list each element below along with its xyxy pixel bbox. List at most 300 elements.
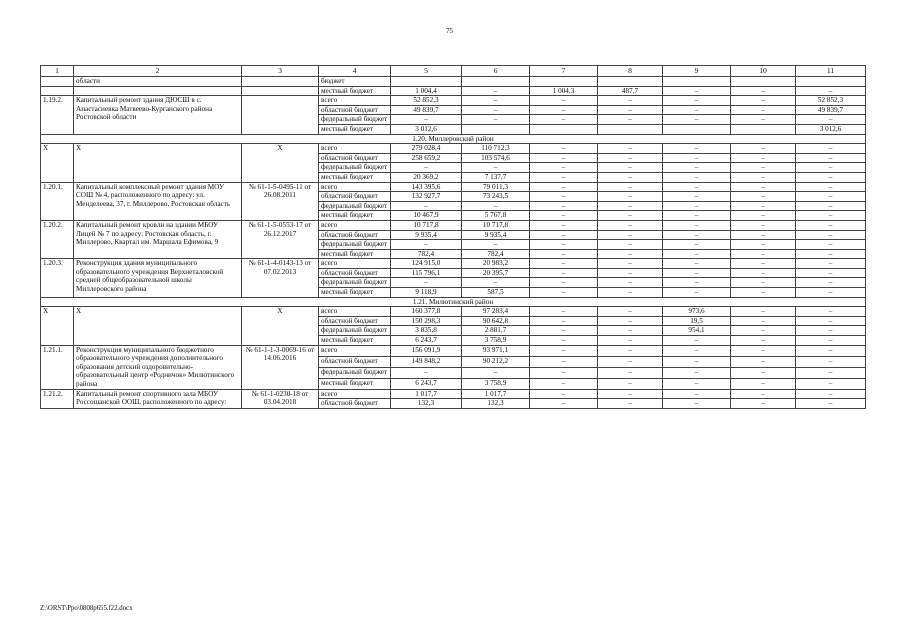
year-value: – — [462, 96, 530, 106]
total-value: 160 377,8 — [391, 307, 462, 317]
column-header: 9 — [663, 66, 731, 77]
year-value: – — [796, 182, 866, 192]
year-value: – — [796, 345, 866, 356]
budget-source: местный бюджет — [319, 336, 391, 346]
budget-source: местный бюджет — [319, 86, 391, 96]
year-value: – — [796, 288, 866, 298]
year-value: – — [530, 367, 598, 378]
year-value: – — [796, 192, 866, 202]
year-value: – — [663, 115, 731, 125]
year-value: – — [663, 399, 731, 409]
year-value: – — [796, 115, 866, 125]
year-value: – — [598, 249, 663, 259]
budget-source: областной бюджет — [319, 316, 391, 326]
budget-source: областной бюджет — [319, 153, 391, 163]
year-value: – — [530, 172, 598, 182]
year-value: – — [663, 192, 731, 202]
column-header: 7 — [530, 66, 598, 77]
year-value: – — [796, 220, 866, 230]
year-value — [663, 124, 731, 134]
year-value: – — [530, 182, 598, 192]
year-value: 1 004,3 — [530, 86, 598, 96]
year-value: – — [530, 105, 598, 115]
year-value: – — [530, 288, 598, 298]
year-value: – — [663, 240, 731, 250]
budget-table — [40, 65, 866, 409]
year-value: – — [731, 86, 796, 96]
object-name: области — [74, 77, 242, 87]
budget-source: областной бюджет — [319, 192, 391, 202]
budget-source: областной бюджет — [319, 105, 391, 115]
budget-source: всего — [319, 182, 391, 192]
year-value — [796, 77, 866, 87]
year-value: – — [462, 86, 530, 96]
row-number: 1.21.2. — [41, 389, 74, 408]
year-value: – — [598, 399, 663, 409]
year-value: – — [530, 220, 598, 230]
expertise-ref: № 61-1-4-0143-13 от 07.02.2013 — [242, 259, 319, 297]
year-value: – — [598, 96, 663, 106]
year-value: – — [663, 378, 731, 389]
year-value: – — [796, 240, 866, 250]
year-value: – — [663, 201, 731, 211]
year-value: – — [598, 345, 663, 356]
year-value: – — [530, 278, 598, 288]
total-value: 1 017,7 — [391, 389, 462, 399]
total-value: 782,4 — [391, 249, 462, 259]
total-value: – — [391, 278, 462, 288]
year-value: – — [530, 249, 598, 259]
year-value: – — [796, 278, 866, 288]
year-value: – — [598, 144, 663, 154]
budget-source: местный бюджет — [319, 288, 391, 298]
year-value: – — [598, 220, 663, 230]
year-value: – — [530, 389, 598, 399]
budget-source: федеральный бюджет — [319, 326, 391, 336]
expertise-ref: № 61-1-0230-18 от 03.04.2018 — [242, 389, 319, 408]
column-header: 3 — [242, 66, 319, 77]
budget-source: федеральный бюджет — [319, 240, 391, 250]
year-value: – — [663, 345, 731, 356]
table-row — [41, 220, 866, 230]
budget-source: местный бюджет — [319, 172, 391, 182]
year-value: – — [663, 389, 731, 399]
year-value — [663, 77, 731, 87]
total-value: 9 935,4 — [391, 230, 462, 240]
year-value: – — [530, 153, 598, 163]
year-value: – — [731, 288, 796, 298]
year-value: 90 642,8 — [462, 316, 530, 326]
year-value: – — [731, 389, 796, 399]
total-value: 1 004,4 — [391, 86, 462, 96]
year-value: 1 017,7 — [462, 389, 530, 399]
table-row — [41, 307, 866, 317]
budget-source: всего — [319, 259, 391, 269]
year-value: – — [731, 220, 796, 230]
year-value: – — [796, 249, 866, 259]
budget-source: федеральный бюджет — [319, 201, 391, 211]
column-header: 5 — [391, 66, 462, 77]
year-value: 79 011,3 — [462, 182, 530, 192]
year-value: 973,6 — [663, 307, 731, 317]
year-value: – — [731, 163, 796, 173]
budget-source: всего — [319, 345, 391, 356]
year-value: – — [731, 230, 796, 240]
year-value: – — [663, 182, 731, 192]
year-value: – — [462, 105, 530, 115]
year-value: – — [598, 378, 663, 389]
year-value: – — [731, 345, 796, 356]
object-name: Х — [74, 144, 242, 182]
year-value: – — [663, 105, 731, 115]
year-value: – — [598, 326, 663, 336]
year-value: – — [598, 389, 663, 399]
object-name: Капитальный комплексный ремонт здания МОУ СОШ № 4, расположенного по адресу: ул. Менделеева, 37, г. Миллерово, Ростовская область — [74, 182, 242, 220]
expertise-ref: № 61-1-5-0553-17 от 26.12.2017 — [242, 220, 319, 258]
total-value: – — [391, 367, 462, 378]
year-value: – — [796, 316, 866, 326]
total-value: 143 395,6 — [391, 182, 462, 192]
budget-source: федеральный бюджет — [319, 163, 391, 173]
object-name: Капитальный ремонт спортивного зала МБОУ Россошанской ООШ, расположенного по адресу: — [74, 389, 242, 408]
page-number: 75 — [446, 27, 453, 35]
year-value: – — [598, 153, 663, 163]
year-value: 20 395,7 — [462, 268, 530, 278]
year-value: 954,1 — [663, 326, 731, 336]
row-number: Х — [41, 307, 74, 345]
total-value: 124 915,0 — [391, 259, 462, 269]
year-value: – — [796, 211, 866, 221]
year-value: – — [530, 307, 598, 317]
year-value: – — [796, 163, 866, 173]
year-value: – — [598, 192, 663, 202]
year-value: – — [663, 336, 731, 346]
budget-source: областной бюджет — [319, 230, 391, 240]
year-value: – — [796, 336, 866, 346]
budget-source: всего — [319, 96, 391, 106]
year-value: 110 712,3 — [462, 144, 530, 154]
year-value: – — [598, 316, 663, 326]
section-title: 1.21. Милютинский район — [41, 297, 866, 307]
year-value: – — [731, 326, 796, 336]
table-row — [41, 144, 866, 154]
year-value: – — [598, 367, 663, 378]
table-row — [41, 86, 866, 96]
total-value: 52 852,3 — [391, 96, 462, 106]
budget-source: областной бюджет — [319, 399, 391, 409]
year-value: – — [796, 144, 866, 154]
year-value: – — [598, 201, 663, 211]
year-value: – — [598, 336, 663, 346]
section-row — [41, 134, 866, 144]
year-value — [598, 124, 663, 134]
expertise-ref — [242, 77, 319, 87]
year-value: – — [663, 172, 731, 182]
budget-source: бюджет — [319, 77, 391, 87]
year-value: 9 935,4 — [462, 230, 530, 240]
column-header: 8 — [598, 66, 663, 77]
year-value: – — [663, 268, 731, 278]
total-value: 6 243,7 — [391, 336, 462, 346]
year-value: – — [598, 172, 663, 182]
total-value: 10 467,9 — [391, 211, 462, 221]
row-number: 1.20.1. — [41, 182, 74, 220]
year-value: – — [530, 230, 598, 240]
year-value: – — [663, 367, 731, 378]
budget-source: всего — [319, 389, 391, 399]
year-value: – — [462, 115, 530, 125]
year-value: – — [663, 220, 731, 230]
row-number — [41, 77, 74, 87]
total-value: 132 927,7 — [391, 192, 462, 202]
year-value: – — [598, 211, 663, 221]
year-value: – — [663, 86, 731, 96]
year-value: – — [731, 336, 796, 346]
expertise-ref: Х — [242, 144, 319, 182]
year-value: – — [598, 288, 663, 298]
total-value: 132,3 — [391, 399, 462, 409]
year-value — [598, 77, 663, 87]
total-value: 49 839,7 — [391, 105, 462, 115]
year-value: 2 881,7 — [462, 326, 530, 336]
year-value: – — [796, 259, 866, 269]
total-value: 6 243,7 — [391, 378, 462, 389]
budget-source: местный бюджет — [319, 211, 391, 221]
row-number: 1.20.2. — [41, 220, 74, 258]
year-value: – — [731, 268, 796, 278]
year-value: – — [598, 259, 663, 269]
table-row — [41, 345, 866, 356]
object-name: Реконструкция здания муниципального образовательного учреждения Верхнеталовской средней общеобразовательной школы Миллеровского района — [74, 259, 242, 297]
year-value: – — [796, 356, 866, 367]
year-value: – — [731, 115, 796, 125]
total-value: 149 848,2 — [391, 356, 462, 367]
table-row — [41, 259, 866, 269]
budget-source: федеральный бюджет — [319, 115, 391, 125]
year-value: – — [663, 144, 731, 154]
year-value: – — [530, 240, 598, 250]
year-value: – — [731, 240, 796, 250]
table-row — [41, 389, 866, 399]
year-value: – — [462, 240, 530, 250]
row-number: Х — [41, 144, 74, 182]
year-value: – — [731, 192, 796, 202]
year-value — [731, 77, 796, 87]
year-value: – — [530, 268, 598, 278]
year-value: – — [796, 307, 866, 317]
year-value: 7 137,7 — [462, 172, 530, 182]
year-value: – — [731, 172, 796, 182]
total-value: 279 028,4 — [391, 144, 462, 154]
year-value: – — [598, 268, 663, 278]
row-number: 1.21.1. — [41, 345, 74, 389]
year-value: – — [530, 96, 598, 106]
year-value: 73 243,5 — [462, 192, 530, 202]
year-value: – — [530, 192, 598, 202]
object-name: Капитальный ремонт кровли на здании МБОУ Лицей № 7 по адресу: Ростовская область, г. Миллерово, Квартал им. Маршала Ефимова, 9 — [74, 220, 242, 258]
year-value: 782,4 — [462, 249, 530, 259]
total-value: 10 717,8 — [391, 220, 462, 230]
table-row — [41, 182, 866, 192]
year-value: – — [731, 307, 796, 317]
expertise-ref: № 61-1-1-3-0069-16 от 14.06.2016 — [242, 345, 319, 389]
year-value: – — [598, 240, 663, 250]
year-value: – — [462, 278, 530, 288]
total-value: – — [391, 115, 462, 125]
year-value: – — [598, 278, 663, 288]
year-value: – — [796, 367, 866, 378]
total-value: 20 369,2 — [391, 172, 462, 182]
total-value: 258 659,2 — [391, 153, 462, 163]
year-value: – — [796, 389, 866, 399]
column-header: 11 — [796, 66, 866, 77]
year-value: 587,5 — [462, 288, 530, 298]
column-header: 4 — [319, 66, 391, 77]
year-value: – — [598, 230, 663, 240]
expertise-ref — [242, 96, 319, 134]
year-value: 49 839,7 — [796, 105, 866, 115]
year-value: – — [663, 96, 731, 106]
year-value: – — [796, 86, 866, 96]
year-value: – — [598, 356, 663, 367]
year-value: – — [663, 230, 731, 240]
year-value: – — [598, 105, 663, 115]
budget-source: всего — [319, 220, 391, 230]
budget-source: местный бюджет — [319, 378, 391, 389]
year-value — [530, 124, 598, 134]
budget-source: всего — [319, 307, 391, 317]
budget-source: федеральный бюджет — [319, 367, 391, 378]
section-row — [41, 297, 866, 307]
year-value: – — [530, 356, 598, 367]
total-value: 3 012,6 — [391, 124, 462, 134]
year-value: – — [530, 345, 598, 356]
object-name — [74, 86, 242, 96]
year-value: 93 971,1 — [462, 345, 530, 356]
year-value: – — [731, 211, 796, 221]
object-name: Реконструкция муниципального бюджетного образовательного учреждения дополнительного образования детский оздоровительно-образовательный центр «Родничок» Милютинского района — [74, 345, 242, 389]
year-value: – — [598, 307, 663, 317]
year-value: – — [530, 201, 598, 211]
year-value: 3 758,9 — [462, 378, 530, 389]
year-value — [731, 124, 796, 134]
year-value: – — [796, 399, 866, 409]
table-row — [41, 77, 866, 87]
row-number — [41, 86, 74, 96]
year-value: – — [663, 211, 731, 221]
total-value: – — [391, 240, 462, 250]
year-value: – — [462, 201, 530, 211]
year-value: 132,3 — [462, 399, 530, 409]
year-value: – — [731, 399, 796, 409]
year-value: 90 212,2 — [462, 356, 530, 367]
row-number: 1.19.2. — [41, 96, 74, 134]
column-header: 1 — [41, 66, 74, 77]
year-value: – — [731, 316, 796, 326]
budget-source: областной бюджет — [319, 356, 391, 367]
total-value: – — [391, 201, 462, 211]
year-value — [462, 77, 530, 87]
year-value: – — [731, 182, 796, 192]
year-value: – — [663, 356, 731, 367]
year-value: – — [462, 163, 530, 173]
expertise-ref: № 61-1-5-0495-11 от 26.08.2011 — [242, 182, 319, 220]
year-value: – — [530, 326, 598, 336]
budget-source: местный бюджет — [319, 249, 391, 259]
year-value: – — [731, 259, 796, 269]
total-value: 9 118,9 — [391, 288, 462, 298]
expertise-ref — [242, 86, 319, 96]
year-value: – — [598, 182, 663, 192]
year-value: – — [663, 288, 731, 298]
year-value: 10 717,8 — [462, 220, 530, 230]
year-value: – — [731, 367, 796, 378]
total-value: 3 835,8 — [391, 326, 462, 336]
total-value — [391, 77, 462, 87]
year-value: – — [530, 259, 598, 269]
year-value: – — [796, 172, 866, 182]
year-value: – — [663, 153, 731, 163]
total-value: – — [391, 163, 462, 173]
year-value: – — [796, 268, 866, 278]
year-value: – — [796, 201, 866, 211]
total-value: 150 298,3 — [391, 316, 462, 326]
year-value: 103 574,6 — [462, 153, 530, 163]
budget-source: всего — [319, 144, 391, 154]
year-value: – — [530, 163, 598, 173]
year-value: – — [530, 115, 598, 125]
budget-source: областной бюджет — [319, 268, 391, 278]
budget-source: местный бюджет — [319, 124, 391, 134]
year-value: 5 767,8 — [462, 211, 530, 221]
year-value: 19,5 — [663, 316, 731, 326]
year-value: – — [598, 115, 663, 125]
year-value: 3 758,9 — [462, 336, 530, 346]
year-value: – — [530, 316, 598, 326]
total-value: 156 091,9 — [391, 345, 462, 356]
column-header: 6 — [462, 66, 530, 77]
footer-file-path: Z:\ORST\Ppo\0808p655.f22.docx — [40, 605, 133, 612]
year-value: – — [663, 163, 731, 173]
year-value: 52 852,3 — [796, 96, 866, 106]
object-name: Х — [74, 307, 242, 345]
table-row — [41, 96, 866, 106]
total-value: 115 796,1 — [391, 268, 462, 278]
year-value: – — [731, 105, 796, 115]
year-value: – — [731, 201, 796, 211]
column-header: 10 — [731, 66, 796, 77]
year-value: – — [731, 144, 796, 154]
year-value: 3 012,6 — [796, 124, 866, 134]
year-value: – — [663, 259, 731, 269]
year-value: 487,7 — [598, 86, 663, 96]
year-value — [530, 77, 598, 87]
year-value: – — [796, 326, 866, 336]
year-value: – — [462, 367, 530, 378]
section-title: 1.20. Миллеровский район — [41, 134, 866, 144]
column-header: 2 — [74, 66, 242, 77]
year-value: – — [731, 378, 796, 389]
year-value: – — [731, 278, 796, 288]
expertise-ref: Х — [242, 307, 319, 345]
object-name: Капитальный ремонт здания ДЮСШ в с. Анастасиевка Матвеево-Курганского района Ростовской области — [74, 96, 242, 134]
year-value: 97 283,4 — [462, 307, 530, 317]
year-value: – — [731, 153, 796, 163]
year-value: – — [530, 211, 598, 221]
year-value: – — [598, 163, 663, 173]
budget-source: федеральный бюджет — [319, 278, 391, 288]
year-value: – — [796, 378, 866, 389]
